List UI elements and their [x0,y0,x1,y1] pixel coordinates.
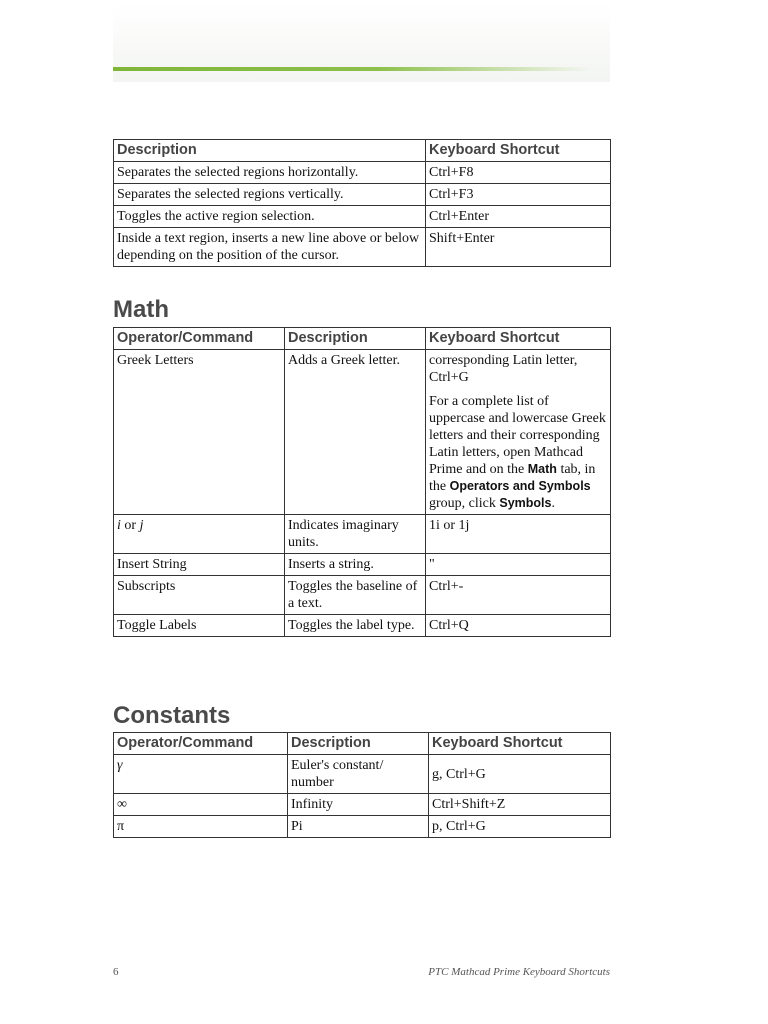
table-row [114,755,611,794]
table-row [114,206,611,228]
note-group-name: Operators and Symbols [449,479,591,493]
document-title: PTC Mathcad Prime Keyboard Shortcuts [428,966,610,978]
cell-operator: γ [114,755,288,794]
table-row [114,515,611,554]
constants-shortcuts-table [113,732,611,838]
constants-heading: Constants [113,702,231,729]
column-header-shortcut: Keyboard Shortcut [426,328,611,350]
table-row [114,554,611,576]
cell-description: Toggles the active region selection. [114,206,426,228]
table-row [114,162,611,184]
column-header-shortcut: Keyboard Shortcut [426,140,611,162]
note-text: tab, in the [429,462,596,494]
column-header-description: Description [288,733,429,755]
table-row [114,184,611,206]
cell-shortcut: Shift+Enter [426,228,611,267]
note-text: group, click [429,496,496,511]
operator-or: or [120,518,140,533]
cell-shortcut: g, Ctrl+G [429,755,611,794]
table-row [114,794,611,816]
column-header-operator: Operator/Command [114,733,288,755]
cell-description: Separates the selected regions vertically. [114,184,426,206]
cell-operator: Toggle Labels [114,615,285,637]
greek-shortcut-text: corresponding Latin letter, Ctrl+G [429,353,578,385]
cell-description: Adds a Greek letter. [285,350,426,515]
column-header-description: Description [285,328,426,350]
cell-shortcut: Ctrl+F3 [426,184,611,206]
column-header-operator: Operator/Command [114,328,285,350]
cell-description: Pi [288,816,429,838]
imaginary-j: j [139,518,144,533]
cell-shortcut: p, Ctrl+G [429,816,611,838]
table-row [114,228,611,267]
note-symbols-button: Symbols [499,496,552,510]
table-header-row [114,733,611,755]
column-header-shortcut: Keyboard Shortcut [429,733,611,755]
table-row [114,350,611,515]
cell-operator: Greek Letters [114,350,285,515]
cell-operator: ∞ [114,794,288,816]
cell-description: Euler's constant/ number [288,755,429,794]
note-math-tab: Math [527,462,557,476]
cell-shortcut [426,350,611,515]
table-row [114,615,611,637]
note-text: For a complete list of uppercase and lowercase Greek letters and their corresponding Latin letters, open Mathcad Prime and on the [429,394,606,477]
math-shortcuts-table [113,327,611,637]
cell-operator [114,515,285,554]
cell-description: Indicates imaginary units. [285,515,426,554]
text-shortcuts-table [113,139,611,267]
note-text: . [551,496,555,511]
cell-shortcut: Ctrl+Shift+Z [429,794,611,816]
cell-shortcut: Ctrl+Q [426,615,611,637]
header-green-rule [113,67,593,71]
cell-description: Separates the selected regions horizontally. [114,162,426,184]
table-row [114,576,611,615]
cell-description: Toggles the baseline of a text. [285,576,426,615]
cell-shortcut: " [426,554,611,576]
cell-description: Infinity [288,794,429,816]
greek-letters-note [429,393,607,512]
cell-operator: Subscripts [114,576,285,615]
cell-shortcut: Ctrl+Enter [426,206,611,228]
cell-shortcut: Ctrl+- [426,576,611,615]
table-header-row [114,140,611,162]
cell-description: Toggles the label type. [285,615,426,637]
math-heading: Math [113,296,169,323]
cell-description: Inserts a string. [285,554,426,576]
table-header-row [114,328,611,350]
cell-description: Inside a text region, inserts a new line above or below depending on the position of the cursor. [114,228,426,267]
imaginary-i: i [117,518,121,533]
cell-shortcut: Ctrl+F8 [426,162,611,184]
cell-operator: π [114,816,288,838]
page-number: 6 [113,966,119,978]
cell-operator: Insert String [114,554,285,576]
cell-shortcut: 1i or 1j [426,515,611,554]
column-header-description: Description [114,140,426,162]
table-row [114,816,611,838]
